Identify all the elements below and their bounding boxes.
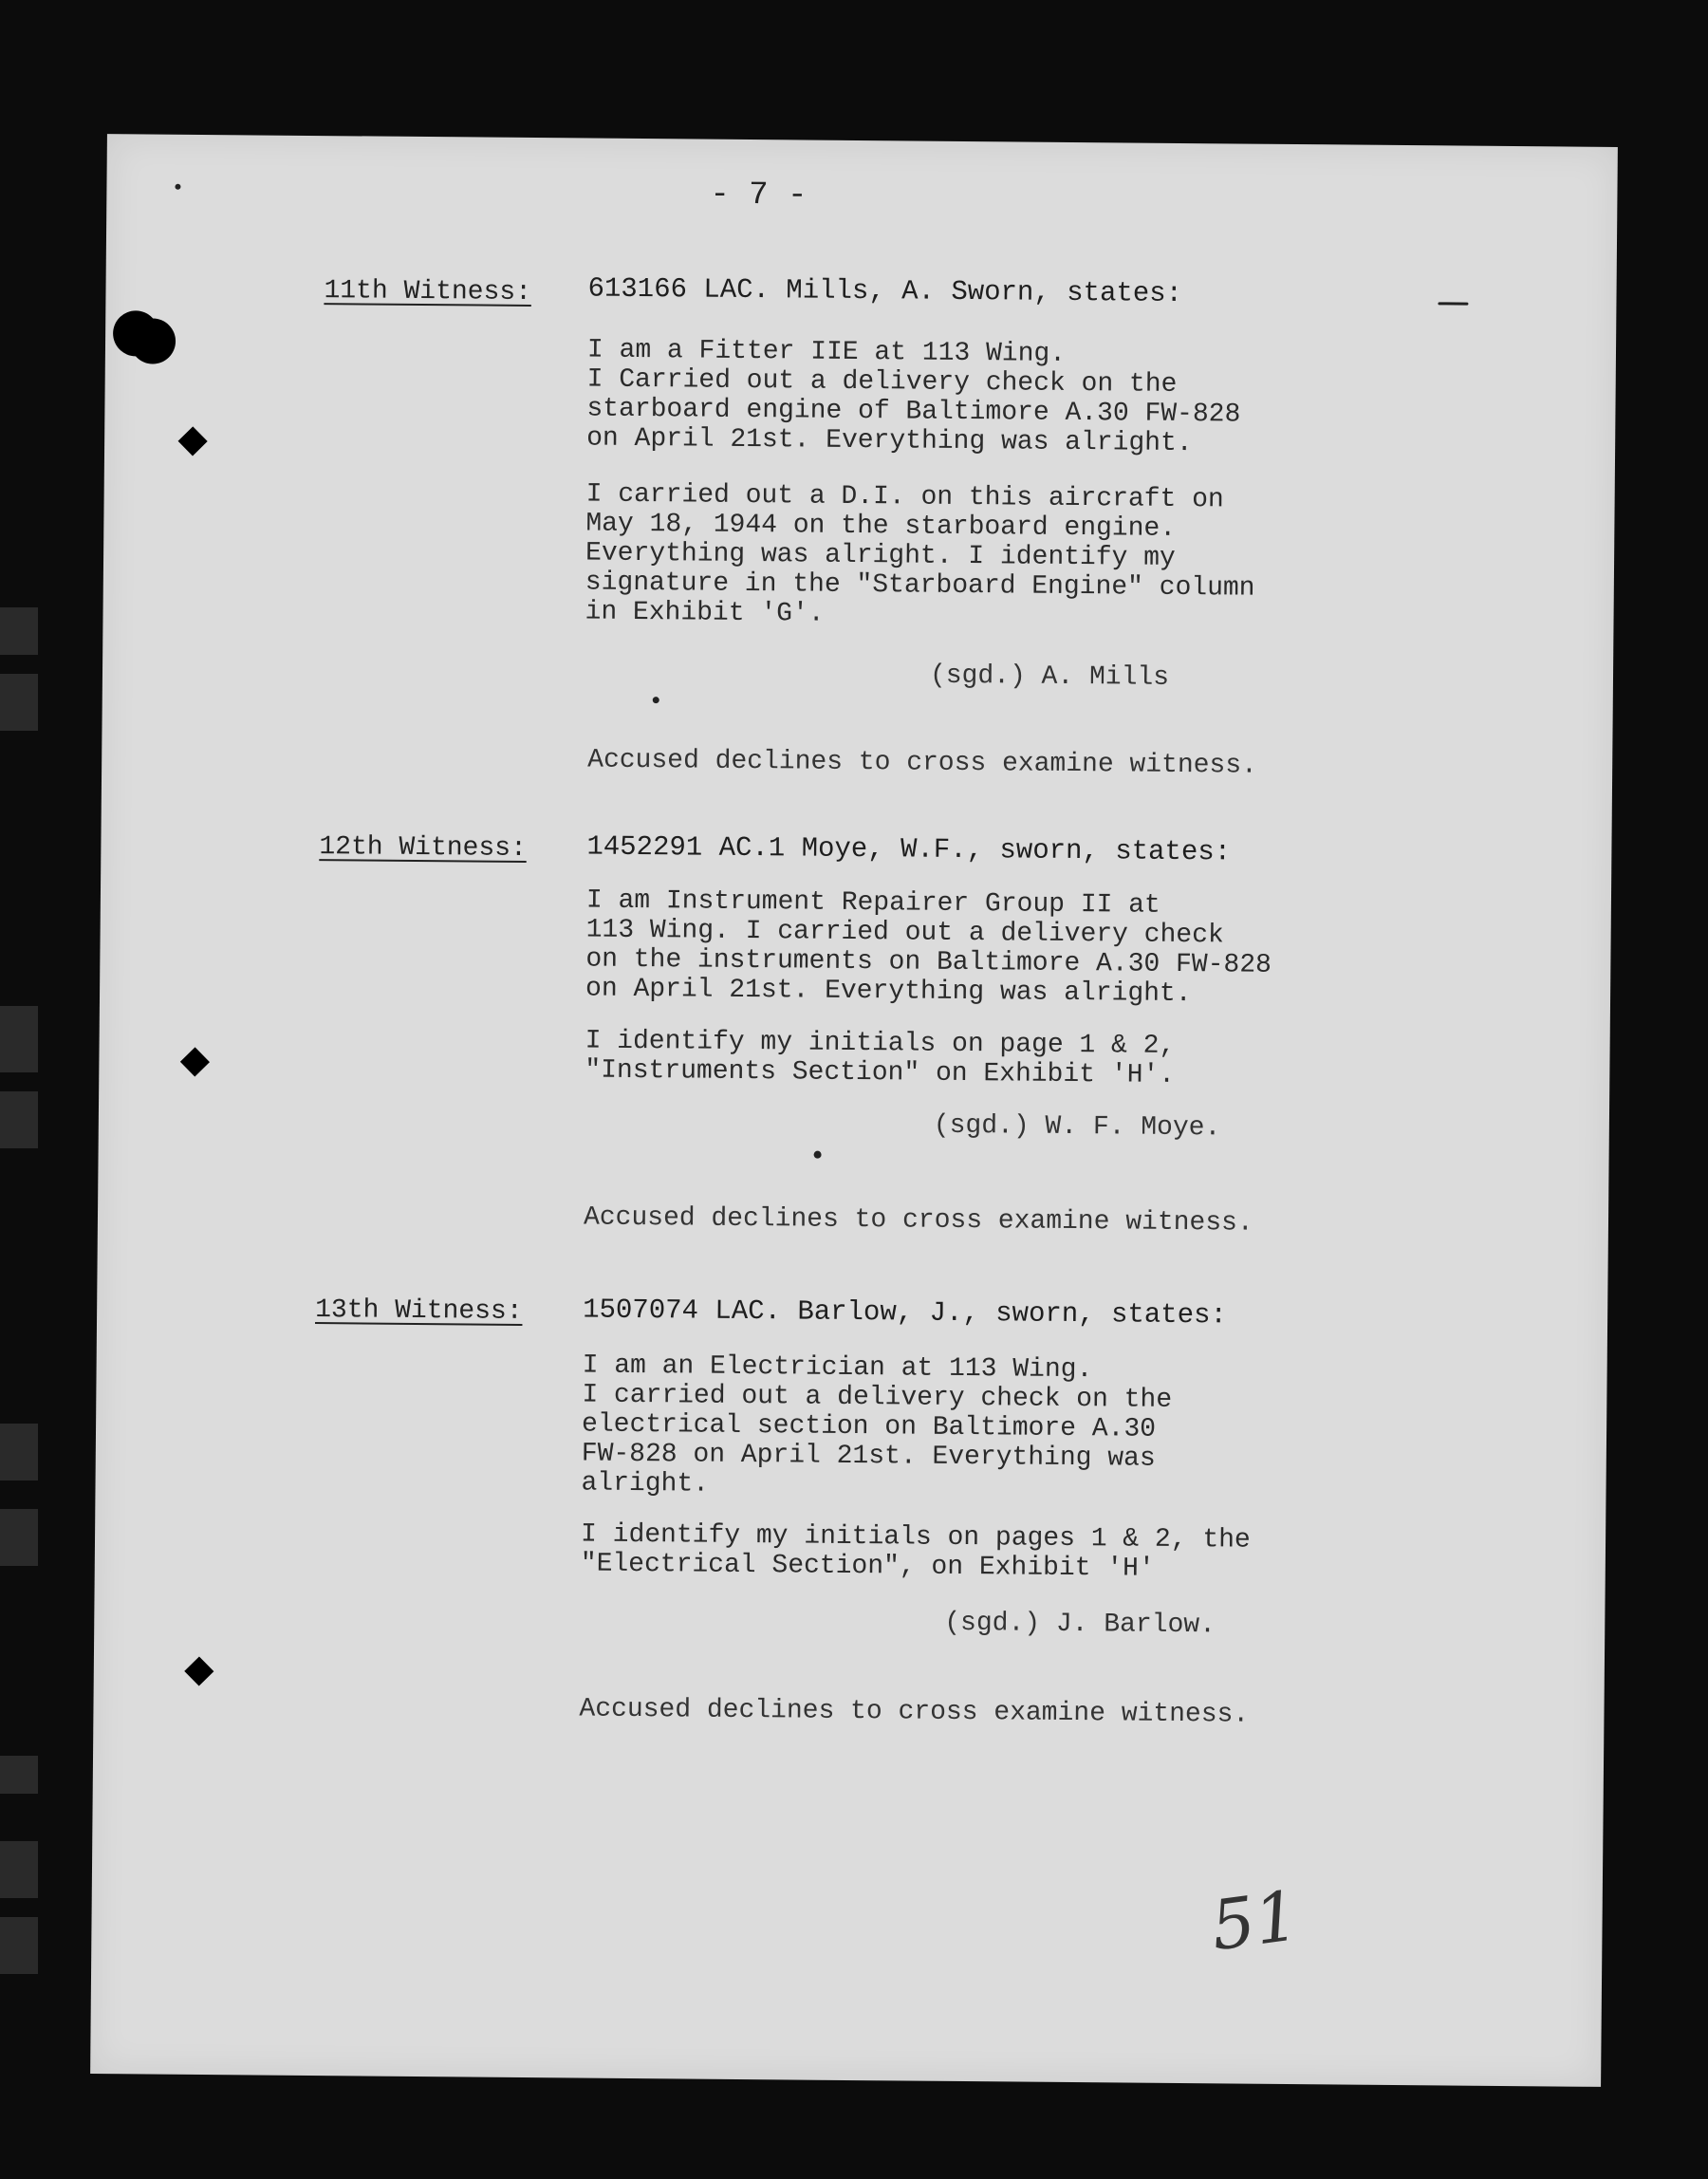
document-page	[90, 134, 1618, 2087]
binder-mark	[178, 426, 208, 456]
statement-paragraph: I identify my initials on page 1 & 2, "Instruments Section" on Exhibit 'H'.	[585, 1026, 1176, 1090]
cross-examination-note: Accused declines to cross examine witness.	[587, 745, 1258, 781]
witness-label: 11th Witness:	[324, 276, 532, 307]
page-number: - 7 -	[710, 177, 808, 214]
speck-mark	[175, 184, 180, 190]
witness-label: 12th Witness:	[319, 832, 527, 864]
speck-mark	[814, 1151, 822, 1159]
film-edge-mark	[0, 1006, 38, 1072]
film-edge-mark	[0, 1091, 38, 1148]
cross-examination-note: Accused declines to cross examine witness.	[579, 1694, 1250, 1730]
binder-mark	[180, 1047, 210, 1076]
speck-mark	[653, 697, 659, 703]
statement-paragraph: I carried out a D.I. on this aircraft on May 18, 1944 on the starboard engine. Everything was alright. I identify my signature in the "Starboard Engine" column in Exhibit 'G'.	[585, 479, 1255, 629]
witness-header: 1507074 LAC. Barlow, J., sworn, states:	[583, 1294, 1227, 1332]
film-edge-mark	[0, 1917, 38, 1974]
film-edge-mark	[0, 1756, 38, 1794]
cross-examination-note: Accused declines to cross examine witness.	[583, 1202, 1253, 1238]
statement-paragraph: I am a Fitter IIE at 113 Wing. I Carried out a delivery check on the starboard engine of Baltimore A.30 FW-828 on April 21st. Everything was alright.	[586, 335, 1241, 459]
statement-paragraph: I am Instrument Repairer Group II at 113 Wing. I carried out a delivery check on the instruments on Baltimore A.30 FW-828 on April 21st. Everything was alright.	[585, 885, 1272, 1010]
statement-paragraph: I identify my initials on pages 1 & 2, the "Electrical Section", on Exhibit 'H'	[580, 1519, 1251, 1584]
witness-header: 1452291 AC.1 Moye, W.F., sworn, states:	[586, 830, 1232, 868]
witness-signature: (sgd.) A. Mills	[929, 661, 1170, 693]
film-edge-mark	[0, 1509, 38, 1566]
speck-mark	[1438, 302, 1468, 305]
film-edge-mark	[0, 1841, 38, 1898]
film-edge-mark	[0, 1424, 38, 1481]
film-edge-mark	[0, 674, 38, 731]
binder-mark	[184, 1656, 214, 1685]
witness-signature: (sgd.) J. Barlow.	[944, 1608, 1216, 1641]
handwritten-folio-number: 51	[1206, 1875, 1304, 1966]
witness-header: 613166 LAC. Mills, A. Sworn, states:	[587, 272, 1183, 309]
witness-label: 13th Witness:	[315, 1295, 523, 1327]
statement-paragraph: I am an Electrician at 113 Wing. I carried out a delivery check on the electrical section on Baltimore A.30 FW-828 on April 21st. Everything was alright.	[581, 1350, 1173, 1499]
film-edge-mark	[0, 607, 38, 655]
punch-hole	[113, 310, 158, 356]
witness-signature: (sgd.) W. F. Moye.	[933, 1110, 1221, 1144]
